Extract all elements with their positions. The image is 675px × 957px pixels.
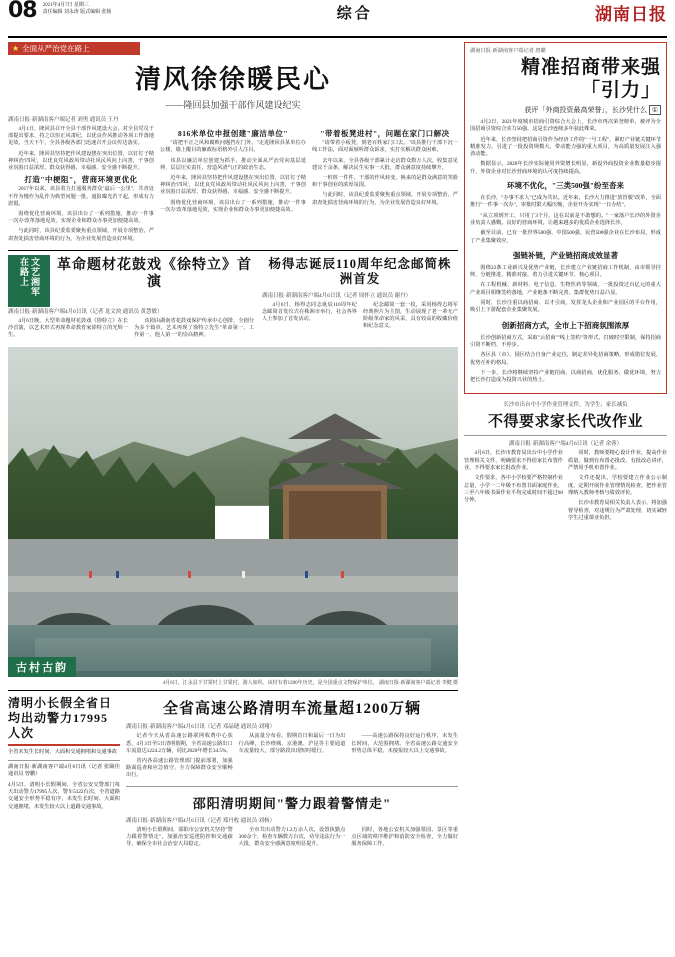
homework-headline: 不得要求家长代改作业 — [487, 414, 643, 431]
feature-badge-number: ① — [649, 105, 661, 115]
stamp-article — [262, 255, 458, 343]
homework-column-2 — [568, 450, 667, 525]
feature-subhead — [470, 105, 661, 115]
paragraph: 该县以廉洁单位创建为抓手，推动全面从严治党向基层延伸，层层压实责任，营造风清气正的政治生态。 — [160, 157, 306, 171]
paragraph: 4月2日，2021年度城市招商引资综合大会上，长沙市再次荣登榜单，被评为全国招商引资综合实力50强，这是长沙连续多年获此殊荣。 — [470, 119, 661, 133]
paragraph: 长沙创新招商方式，采取"云招商""线上签约"等形式，打破时空限制，保持招商引资不断档、不停步。 — [470, 334, 661, 348]
paragraph: 近年来，隆回县坚持把作风建设摆在突出位置，以钉钉子精神纠治'四风'，以优良党风政风带动社风民风向上向善，干事创业氛围日益浓厚，群众获得感、幸福感、安全感不断提升。 — [160, 175, 306, 196]
paragraph: 与此同时，该县纪委监委聚焦重点领域，开展专项整治，严肃查处损害营商环境的行为，为企业发展营造良好环境。 — [8, 228, 154, 242]
section-title: 综合 — [336, 6, 373, 22]
paragraph: 去年以来，全县各级干部累计走访群众数万人次，收集意见建议千余条，解决民生实事一大批，群众满意度持续攀升。 — [312, 157, 458, 171]
stamp-article-title: 杨得志诞辰110周年纪念邮简株洲首发 — [268, 256, 452, 286]
culture-byline: 湖南日报·新湖南客户端4月6日讯（记者 龙文泱 通讯员 黄慧敏） — [8, 308, 163, 315]
left-column — [8, 42, 458, 851]
culture-column-1 — [8, 318, 128, 343]
feature-lead — [470, 119, 661, 176]
police-byline: 湖南日报·新湖南客户端4月6日讯（记者 郑丹枚 通讯员 刘杨） — [126, 817, 275, 824]
police-column-2 — [239, 827, 346, 852]
paragraph: 纪念邮简一套一枚，采用杨得志将军经典照片为主图，生动展现了老一辈无产阶级革命家的风采，具有较高的收藏价值和纪念意义。 — [363, 301, 458, 330]
paragraph: 围绕优化营商环境，该县出台了一系列措施，推动'一件事一次办'改革落地见效，实现企业和群众办事更加便捷高效。 — [8, 211, 154, 225]
teaser-byline: 湖南日报·新湖南客户端4月6日讯（记者 张颐佳 通讯员 曾鹏） — [8, 763, 120, 778]
homework-column-1 — [464, 450, 563, 525]
feature-subhead-2: 强链补链，产业链招商成效显著 — [513, 250, 618, 260]
paragraph: ——高速公路保持良好运行秩序，未发生长时间、大范围拥堵。全省高速公路交通安全形势总体平稳，未接报较大以上交通事故。 — [351, 733, 459, 754]
paragraph: 围绕22条工业新兴及优势产业链，长沙建立产业链招商工作机制，由市领导挂帅，分链推进、精准对接，着力引进关键环节、核心项目。 — [470, 264, 661, 279]
article-column-3 — [312, 126, 458, 246]
feature-photo — [8, 347, 458, 677]
highway-byline: 湖南日报·新湖南客户端4月6日讯（记者 邓晶琎 通讯员 刘翔） — [126, 724, 275, 731]
culture-article-title: 革命题材花鼓戏《徐特立》首演 — [57, 257, 252, 290]
paragraph: "从立项到开工，只用了3个月，这在以前是不敢想的。"一家落户长沙的外资企业负责人感慨。良好的营商环境，让越来越多的优质企业选择长沙。 — [470, 212, 661, 226]
bottom-articles — [8, 696, 458, 851]
culture-column-2 — [134, 318, 254, 343]
paragraph: 4月6日，长沙市教育局出台中小学作业管理相关文件，明确要求不得给家长布置作业，不得要求家长批改作业。 — [464, 450, 563, 472]
feature-section-1 — [470, 195, 661, 245]
feature-subhead-1: 环境不优化，"三类500强"纷至沓来 — [506, 181, 625, 191]
homework-byline: 湖南日报·新湖南客户端4月6日讯（记者 余蓉） — [508, 441, 623, 448]
highway-article — [126, 696, 458, 851]
paragraph: 2017年以来，该县着力打通服务群众"最后一公里"，共查处不作为慢作为乱作为典型问题一批，通报曝光若干起，形成有力震慑。 — [8, 186, 154, 207]
paragraph: 同时，教师要精心设计作业，提高作业质量，做到有布置必批改、有批改必讲评，严禁用手机布置作业。 — [568, 450, 667, 472]
paragraph: 全市共出动警力1.2万余人次，设置执勤点300余个，检查车辆数万台次，劝导违法行为一大批，群众安全感满意度明显提升。 — [238, 826, 346, 848]
subhead: 816米单位申报创建"廉洁单位" — [177, 129, 289, 138]
teaser-subtitle: 全省未发生长时间、大面积交通拥堵和交通事故 — [8, 749, 117, 756]
paragraph: 4月6日，杨得志同志诞辰110周年纪念邮简首发仪式在株洲市举行，社会各界人士参加了首发活动。 — [262, 301, 357, 323]
paragraph: 同时，各地公安机关加强墓园、景区等重点区域的秩序维护和消防安全检查，全力做好服务保障工作。 — [351, 826, 459, 848]
culture-badge: 文艺湘军在路上 — [8, 255, 50, 307]
article-column-1 — [8, 126, 154, 246]
police-force-teaser — [8, 696, 120, 851]
feature-section-3 — [470, 335, 661, 385]
paragraph: 从流量分布看，假期首日和最后一日为出行高峰，长沙绕城、京港澳、沪昆等主要通道车流量较大，部分路段出现短时缓行。 — [238, 733, 346, 754]
paragraph: 围绕优化营商环境，该县出台了一系列措施，推动'一件事一次办'改革落地见效，实现企业和群众办事更加便捷高效。 — [160, 199, 306, 213]
paragraph: 记者今天从省高速公路联网收费中心获悉，4月3日至5日清明假期，全省高速公路出口车流量达1224.2万辆，同比2020年增长34.5%。 — [126, 733, 233, 754]
paragraph: 截至目前，已有一批世界500强、中国500强、民营500强企业在长沙布局，形成了产业集聚效应。 — [470, 230, 661, 244]
paragraph: "请把不正之风和腐败问题挡在门外。"走进隆回县某单位办公楼，墙上醒目的廉政标语格外引人注目。 — [160, 140, 306, 154]
investment-feature — [464, 42, 667, 394]
paragraph: 清明小长假期间，邵阳市公安机关坚持"警力跟着警情走"，加强治安巡逻防控和交通疏导，确保全市社会治安大局稳定。 — [126, 826, 233, 848]
campaign-banner-label: 全面从严治党在路上 — [22, 44, 90, 53]
paragraph: "请带着小板凳，到老百姓家门口去。"该县推行干部下沉一线工作法，面对面倾听群众诉求，实打实解决群众困难。 — [312, 140, 458, 154]
highway-article-title: 全省高速公路清明车流量超1200万辆 — [162, 701, 421, 718]
culture-article — [8, 255, 254, 343]
newspaper-logo: 湖南日报 — [595, 5, 667, 25]
feature-subhead-text: 获评「外商投资最高荣誉」，长沙凭什么 — [524, 106, 647, 114]
paragraph: 同时，长沙注重以商招商、以才引商，发挥龙头企业和产业园区的平台作用，吸引上下游配套企业集聚发展。 — [470, 300, 661, 314]
police-column-3 — [351, 827, 458, 852]
homework-kicker: 长沙市出台中小学作业管理文件，为学生、家长减负 — [503, 402, 628, 409]
paragraph: 4月6日晚，大型革命题材花鼓戏《徐特立》在长沙首演，以艺术形式再现革命教育家徐特立的光辉一生。 — [8, 317, 128, 339]
paragraph: 数据显示，2020年长沙实际使用外资增长明显，新设外商投资企业数量稳步提升，外资企业对长沙营商环境的认可度持续提高。 — [470, 161, 661, 175]
masthead-editor: 责任编辑 刘永涛 版式编辑 张杨 — [42, 10, 112, 15]
paragraph: 该剧由湖南省花鼓戏保护传承中心创排，全剧分为多个篇章，艺术再现了徐特立先生"革命第一、工作第一、他人第一"的崇高精神。 — [134, 317, 254, 339]
paragraph: 近年来，隆回县坚持把作风建设摆在突出位置，以钉钉子精神纠治'四风'，以优良党风政风带动社风民风向上向善，干事创业氛围日益浓厚，群众获得感、幸福感、安全感不断提升。 — [8, 150, 154, 172]
highway-column-1 — [126, 733, 233, 782]
paragraph: 一桩桩一件件，干部的作风转变，换来的是群众满意的笑脸和干事创业的浓厚氛围。 — [312, 175, 458, 189]
byline: 湖南日报·新湖南客户端记者 刘勇 通讯员 王丹 — [8, 117, 119, 123]
paragraph: 4月1日，隆回县召开全县干部作风建设大会，对全县党员干部提出要求，持之以恒正风肃纪，以优良作风推动各项工作落地见效。当天下午，全县各级各部门迅速召开会议传达落实。 — [8, 126, 154, 147]
divider — [8, 690, 458, 691]
article-column-2 — [160, 126, 306, 246]
masthead-right — [547, 0, 667, 25]
teaser-title: 清明小长假全省日均出动警力17995人次 — [8, 696, 113, 741]
secondary-articles — [8, 255, 458, 343]
campaign-banner — [8, 42, 140, 55]
paragraph: 在长沙，"办事不求人"已成为共识。近年来，长沙大力推进"放管服"改革，全面推行"一件事一次办"，审批时限大幅压缩，企业开办实现"一日办结"。 — [470, 195, 661, 209]
page-title: 清风徐徐暖民心 — [134, 65, 331, 94]
pavilion-illustration — [260, 413, 410, 543]
masthead — [8, 0, 667, 38]
page-subtitle: ——隆回县加强干部作风建设纪实 — [165, 100, 301, 110]
feature-headline-quote: 「引力」 — [580, 80, 661, 101]
feature-subhead-3: 创新招商方式，全市上下招商氛围浓厚 — [501, 320, 630, 330]
stamp-byline: 湖南日报·新湖南客户端4月6日讯（记者 周怀立 通讯员 谢丹） — [262, 292, 411, 299]
paragraph: 省内各高速公路管理部门提前部署，加强路面巡查和应急值守，全力保障群众安全顺畅出行。 — [126, 758, 233, 779]
paragraph: 与此同时，该县纪委监委聚焦重点领域，开展专项整治，严肃查处损害营商环境的行为，为企业发展营造良好环境。 — [312, 192, 458, 206]
lead-article-columns — [8, 126, 458, 246]
police-column-1 — [126, 827, 233, 852]
subhead: "带着板凳进村"，问题在家门口解决 — [320, 129, 450, 138]
photo-illustration — [8, 347, 458, 677]
right-column — [464, 42, 667, 851]
stamp-column-2 — [363, 302, 458, 334]
masthead-date: 2021年4月7日 星期三 — [42, 3, 89, 8]
feature-section-2 — [470, 265, 661, 315]
homework-article — [464, 400, 667, 525]
star-icon: ★ — [12, 44, 20, 53]
masthead-meta — [43, 2, 163, 16]
subhead: 打造"中梗阻"，营商环境更优化 — [24, 175, 138, 185]
photo-credit: 4月6日，江永县下甘棠村上甘棠村，游人如织。该村有着1200年历史，是全国重点文物保护单位。 湖南日报·新湖南客户端记者 李健 摄 — [162, 681, 458, 687]
teaser-body: 4月5日，清明小长假期间，全省公安交警部门每天出动警力17995人次、警车5122台次，全省道路交通安全形势平稳有序，未发生长时间、大面积交通拥堵，未发生较大以上道路交通事故。 — [8, 781, 120, 810]
paragraph: 文件还提出，学校要建立作业公示制度，定期开展作业管理情况检查，把作业管理纳入教师考核与绩效评价。 — [568, 475, 667, 496]
police-article-title: 邵阳清明期间"警力跟着警情走" — [192, 795, 392, 811]
divider — [8, 250, 458, 251]
paragraph: 在工程机械、新材料、电子信息、生物医药等领域，一批投资过百亿元的重大产业项目相继签约落地，产业链条不断完善，集群优势日益凸显。 — [470, 282, 661, 296]
paragraph: 长沙市教育局相关负责人表示，将加强督导检查，对违规行为严肃处理，切实减轻学生过重课业负担。 — [568, 500, 667, 521]
paragraph: 下一步，长沙将继续坚持产业链招商、以商招商，优化服务、做优环境，努力把长沙打造成为投资兴业的热土。 — [470, 369, 661, 384]
highway-column-2 — [239, 733, 346, 782]
highway-column-3 — [351, 733, 458, 782]
stamp-column-1 — [262, 302, 357, 334]
photo-tag: 古村古韵 — [8, 657, 76, 677]
paragraph: 各区县（市）、园区结合自身产业定位，制定差异化招商策略，形成错位发展、优势互补的格局。 — [470, 352, 661, 366]
feature-kicker: 湖南日报·新湖南客户端记者 唐璐 — [470, 48, 546, 54]
paragraph: 近年来，长沙坚持把招商引资作为经济工作的"一号工程"，紧盯产业链关键环节精准发力，引进了一批投资规模大、带动能力强的重大项目，为高质量发展注入强劲动能。 — [470, 136, 662, 158]
paragraph: 文件要求，各中小学校要严格控制作业总量，小学一二年级不布置书面家庭作业，三至六年级书面作业平均完成时间不超过60分钟。 — [464, 475, 563, 504]
divider-red — [8, 744, 120, 746]
page-number: 08 — [8, 0, 37, 23]
feature-headline: 精准招商带来强 — [520, 57, 661, 78]
